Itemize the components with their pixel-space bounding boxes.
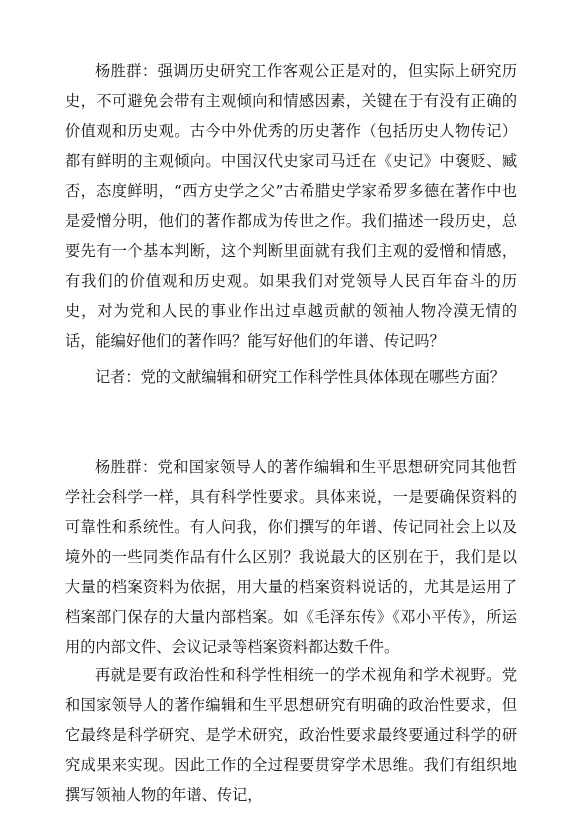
paragraph-answer-objectivity: 杨胜群：强调历史研究工作客观公正是对的，但实际上研究历史，不可避免会带有主观倾向和情感因素，关键在于有没有正确的价值观和历史观。古今中外优秀的历史著作（包括历史人物传记）都有鲜明的主观倾向。中国汉代史家司马迁在《史记》中褒贬、臧否，态度鲜明，“西方史学之父”古希腊史学家希罗多德在著作中也是爱憎分明，他们的著作都成为传世之作。我们描述一段历史，总要先有一个基本判断，这个判断里面就有我们主观的爱憎和情感，有我们的价值观和历史观。如果我们对党领导人民百年奋斗的历史，对为党和人民的事业作出过卓越贡献的领袖人物冷漠无情的话，能编好他们的著作吗？能写好他们的年谱、传记吗？ [65,62,517,350]
paragraph-reporter-question: 记者：党的文献编辑和研究工作科学性具体体现在哪些方面？ [95,368,506,386]
paragraph-political-scientific: 再就是要有政治性和科学性相统一的学术视角和学术视野。党和国家领导人的著作编辑和生平思想研究有明确的政治性要求，但它最终是科学研究、是学术研究，政治性要求最终要通过科学的研究成果来实现。因此工作的全过程要贯穿学术思维。我们有组织地撰写领袖人物的年谱、传记， [65,666,517,804]
paragraph-answer-scientific: 杨胜群：党和国家领导人的著作编辑和生平思想研究同其他哲学社会科学一样，具有科学性要求。具体来说，一是要确保资料的可靠性和系统性。有人问我，你们撰写的年谱、传记同社会上以及境外的一些同类作品有什么区别？我说最大的区别在于，我们是以大量的档案资料为依据，用大量的档案资料说话的，尤其是运用了档案部门保存的大量内部档案。如《毛泽东传》《邓小平传》，所运用的内部文件、会议记录等档案资料都达数千件。 [65,458,517,656]
